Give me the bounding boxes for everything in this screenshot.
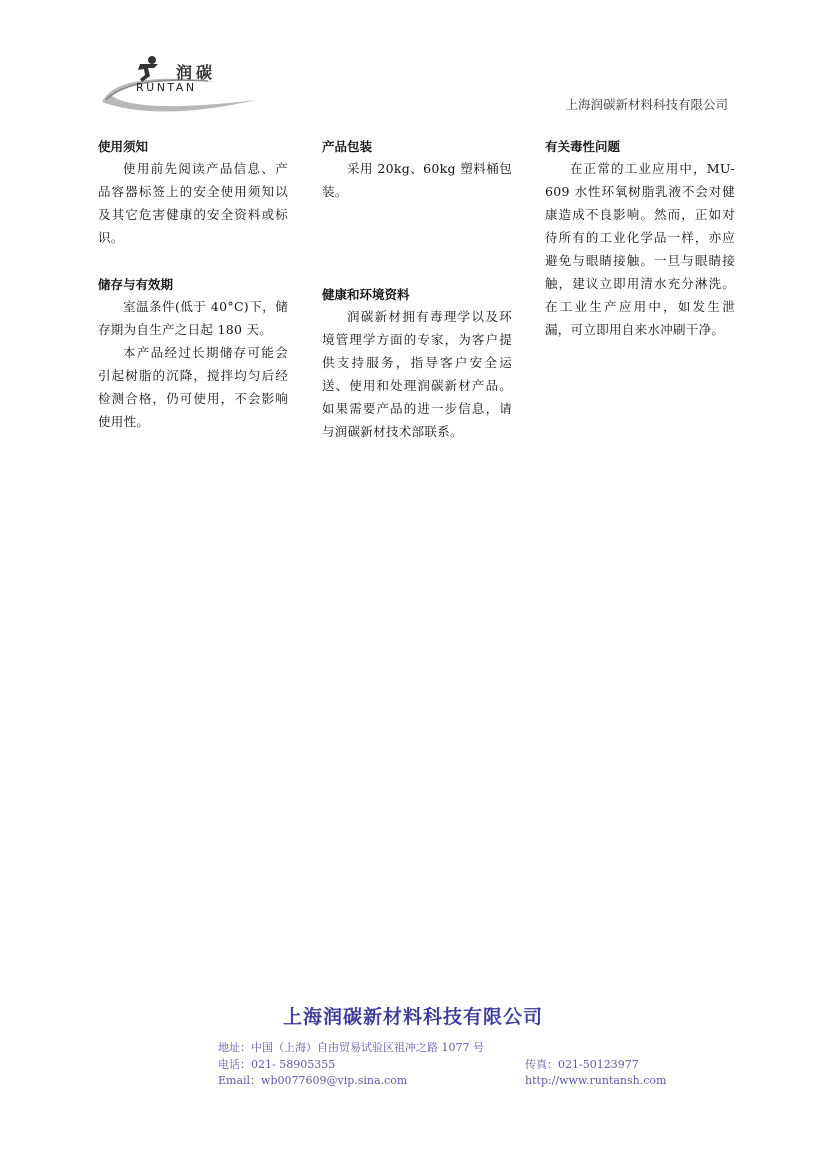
company-logo — [98, 52, 258, 114]
storage-title: 储存与有效期 — [98, 277, 174, 292]
toxicity-body: 在正常的工业应用中，MU-609 水性环氧树脂乳液不会对健康造成不良影响。然而，正如对待所有的工业化学品一样，亦应避免与眼睛接触。一旦与眼睛接触，建议立即用清水充分淋洗。在工业生产应用中，如发生泄漏，可立即用自来水冲刷干净。 — [545, 161, 735, 337]
health-body: 润碳新材拥有毒理学以及环境管理学方面的专家，为客户提供支持服务，指导客户安全运送、使用和处理润碳新材产品。如果需要产品的进一步信息，请与润碳新材技术部联系。 — [322, 309, 512, 439]
health-title: 健康和环境资料 — [322, 287, 410, 302]
footer-website-link[interactable]: http://www.runtansh.com — [525, 1074, 667, 1087]
footer-fax: 传真：021-50123977 — [525, 1058, 639, 1071]
column-middle — [322, 137, 512, 443]
footer-company-name: 上海润碳新材料科技有限公司 — [282, 1006, 543, 1028]
toxicity-title: 有关毒性问题 — [545, 139, 621, 154]
footer-address: 地址：中国（上海）自由贸易试验区祖冲之路 1077 号 — [218, 1041, 484, 1054]
usage-body: 使用前先阅读产品信息、产品容器标签上的安全使用须知以及其它危害健康的安全资料或标识。 — [98, 161, 288, 245]
footer-email[interactable]: Email：wb0077609@vip.sina.com — [218, 1074, 408, 1087]
logo-chinese-text: 润碳 — [176, 63, 217, 82]
packaging-body: 采用 20kg、60kg 塑料桶包装。 — [322, 161, 512, 199]
footer-phone: 电话：021- 58905355 — [218, 1058, 336, 1071]
column-left — [98, 137, 288, 433]
storage-body-1: 室温条件(低于 40°C)下，储存期为自生产之日起 180 天。 — [98, 299, 288, 337]
storage-body-2: 本产品经过长期储存可能会引起树脂的沉降，搅拌均匀后经检测合格，仍可使用，不会影响使用性。 — [98, 345, 288, 429]
packaging-title: 产品包装 — [322, 139, 373, 154]
column-right — [545, 137, 735, 341]
usage-title: 使用须知 — [98, 139, 149, 154]
header-company-name: 上海润碳新材料科技有限公司 — [565, 97, 728, 112]
logo-english-text: RUNTAN — [136, 81, 197, 94]
